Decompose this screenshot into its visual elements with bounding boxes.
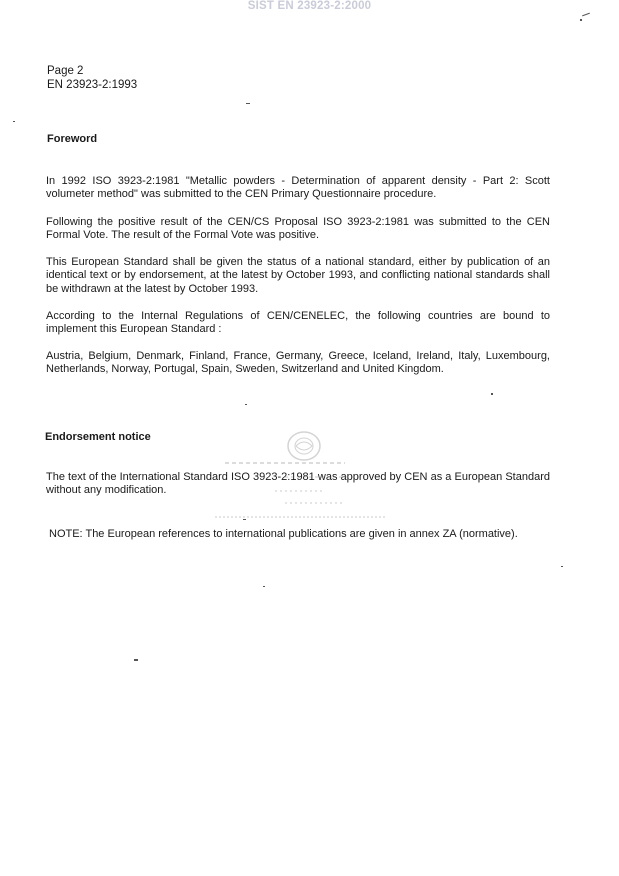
page-number: Page 2 — [47, 65, 84, 77]
scan-speck — [263, 586, 265, 587]
scan-speck — [582, 13, 590, 17]
endorsement-text: The text of the International Standard ISO 3923-2:1981 was approved by CEN as a European Standard without any modification. — [46, 471, 550, 497]
foreword-paragraph-3: This European Standard shall be given the status of a national standard, either by publication of an identical text or by endorsement, at the latest by October 1993, and conflicting national standards shall be withdrawn at the latest by October 1993. — [46, 256, 550, 295]
scan-speck — [491, 393, 493, 395]
scan-speck — [13, 121, 15, 122]
foreword-heading: Foreword — [47, 133, 98, 145]
scan-speck — [246, 103, 250, 104]
scan-speck — [561, 566, 563, 567]
scan-speck — [134, 659, 138, 661]
page-header — [47, 64, 137, 92]
foreword-paragraph-1: In 1992 ISO 3923-2:1981 "Metallic powders - Determination of apparent density - Part 2: Scott volumeter method" was submitted to the CEN Primary Questionnaire procedure. — [46, 175, 550, 201]
document-id: EN 23923-2:1993 — [47, 79, 138, 91]
scan-speck — [243, 519, 246, 520]
foreword-paragraph-2: Following the positive result of the CEN/CS Proposal ISO 3923-2:1981 was submitted to the CEN Formal Vote. The result of the Formal Vote was positive. — [46, 216, 550, 242]
foreword-paragraph-4: According to the Internal Regulations of CEN/CENELEC, the following countries are bound to implement this European Standard : — [46, 310, 550, 336]
stamp-bleed-through — [215, 455, 385, 525]
watermark: SIST EN 23923-2:2000 — [247, 0, 372, 12]
annex-note: NOTE: The European references to international publications are given in annex ZA (normative). — [49, 528, 518, 540]
scan-speck — [245, 404, 247, 405]
country-list: Austria, Belgium, Denmark, Finland, France, Germany, Greece, Iceland, Ireland, Italy, Luxembourg, Netherlands, Norway, Portugal, Spain, Sweden, Switzerland and United Kingdom. — [46, 350, 550, 376]
endorsement-heading: Endorsement notice — [45, 431, 151, 443]
scan-speck — [580, 19, 582, 21]
